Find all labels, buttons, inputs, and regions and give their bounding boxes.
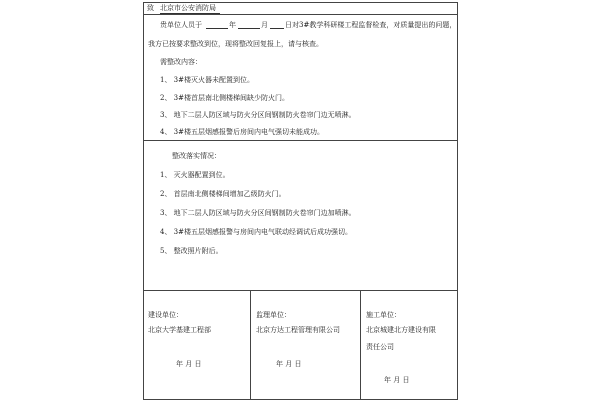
rectification-title: 整改落实情况： — [172, 152, 221, 160]
blank-year — [206, 21, 228, 29]
issue-item: 1、 3#楼灭火器未配置到位。 — [160, 76, 254, 84]
notice-month: 月 — [261, 21, 268, 29]
signature-org: 北京城建北方建设有限 — [366, 326, 436, 334]
signature-org-line2: 责任公司 — [366, 343, 394, 351]
issues-title: 需整改内容： — [160, 58, 202, 66]
divider-rectification — [143, 290, 458, 291]
blank-month — [238, 21, 260, 29]
notice-line-2: 我方已按要求整改到位，现将整改回复报上，请与核查。 — [148, 40, 323, 48]
notice-line1-start: 贵单位人员于 — [160, 21, 202, 29]
signature-label: 施工单位： — [366, 311, 401, 319]
signature-label: 建设单位： — [148, 311, 183, 319]
issue-item: 4、 3#楼五层烟感报警后房间内电气强切未能成功。 — [160, 128, 324, 136]
signature-org: 北京方达工程管理有限公司 — [256, 326, 340, 334]
divider-issues — [143, 140, 458, 141]
notice-year: 年 — [229, 21, 236, 29]
issue-item: 2、 3#楼首层南北侧楼梯间缺少防火门。 — [160, 94, 289, 102]
rectification-item: 3、 地下二层人防区域与防火分区间钢制防火卷帘门边加喷淋。 — [160, 209, 356, 217]
notice-line1-end: 日对3#教学科研楼工程监督检查，对质量提出的问题， — [285, 21, 457, 29]
signature-date: 年 月 日 — [276, 360, 302, 368]
rectification-item: 5、 整改照片附后。 — [160, 247, 223, 255]
rectification-item: 1、 灭火器配置到位。 — [160, 171, 230, 179]
signature-date: 年 月 日 — [384, 376, 410, 384]
signature-org: 北京大学基建工程部 — [148, 326, 211, 334]
rectification-item: 4、 3#楼五层烟感报警与房间内电气联动经调试后成功强切。 — [160, 228, 352, 236]
divider-sign-1 — [250, 290, 251, 400]
divider-header — [143, 14, 458, 15]
to-label: 致 — [147, 4, 154, 12]
rectification-item: 2、 首层南北侧楼梯间增加乙级防火门。 — [160, 190, 286, 198]
recipient-name: 北京市公安消防局 — [160, 4, 220, 14]
signature-label: 监理单位： — [256, 311, 291, 319]
divider-sign-2 — [360, 290, 361, 400]
blank-day — [270, 21, 284, 29]
signature-date: 年 月 日 — [176, 360, 202, 368]
issue-item: 3、 地下二层人防区域与防火分区间钢制防火卷帘门边无喷淋。 — [160, 111, 356, 119]
